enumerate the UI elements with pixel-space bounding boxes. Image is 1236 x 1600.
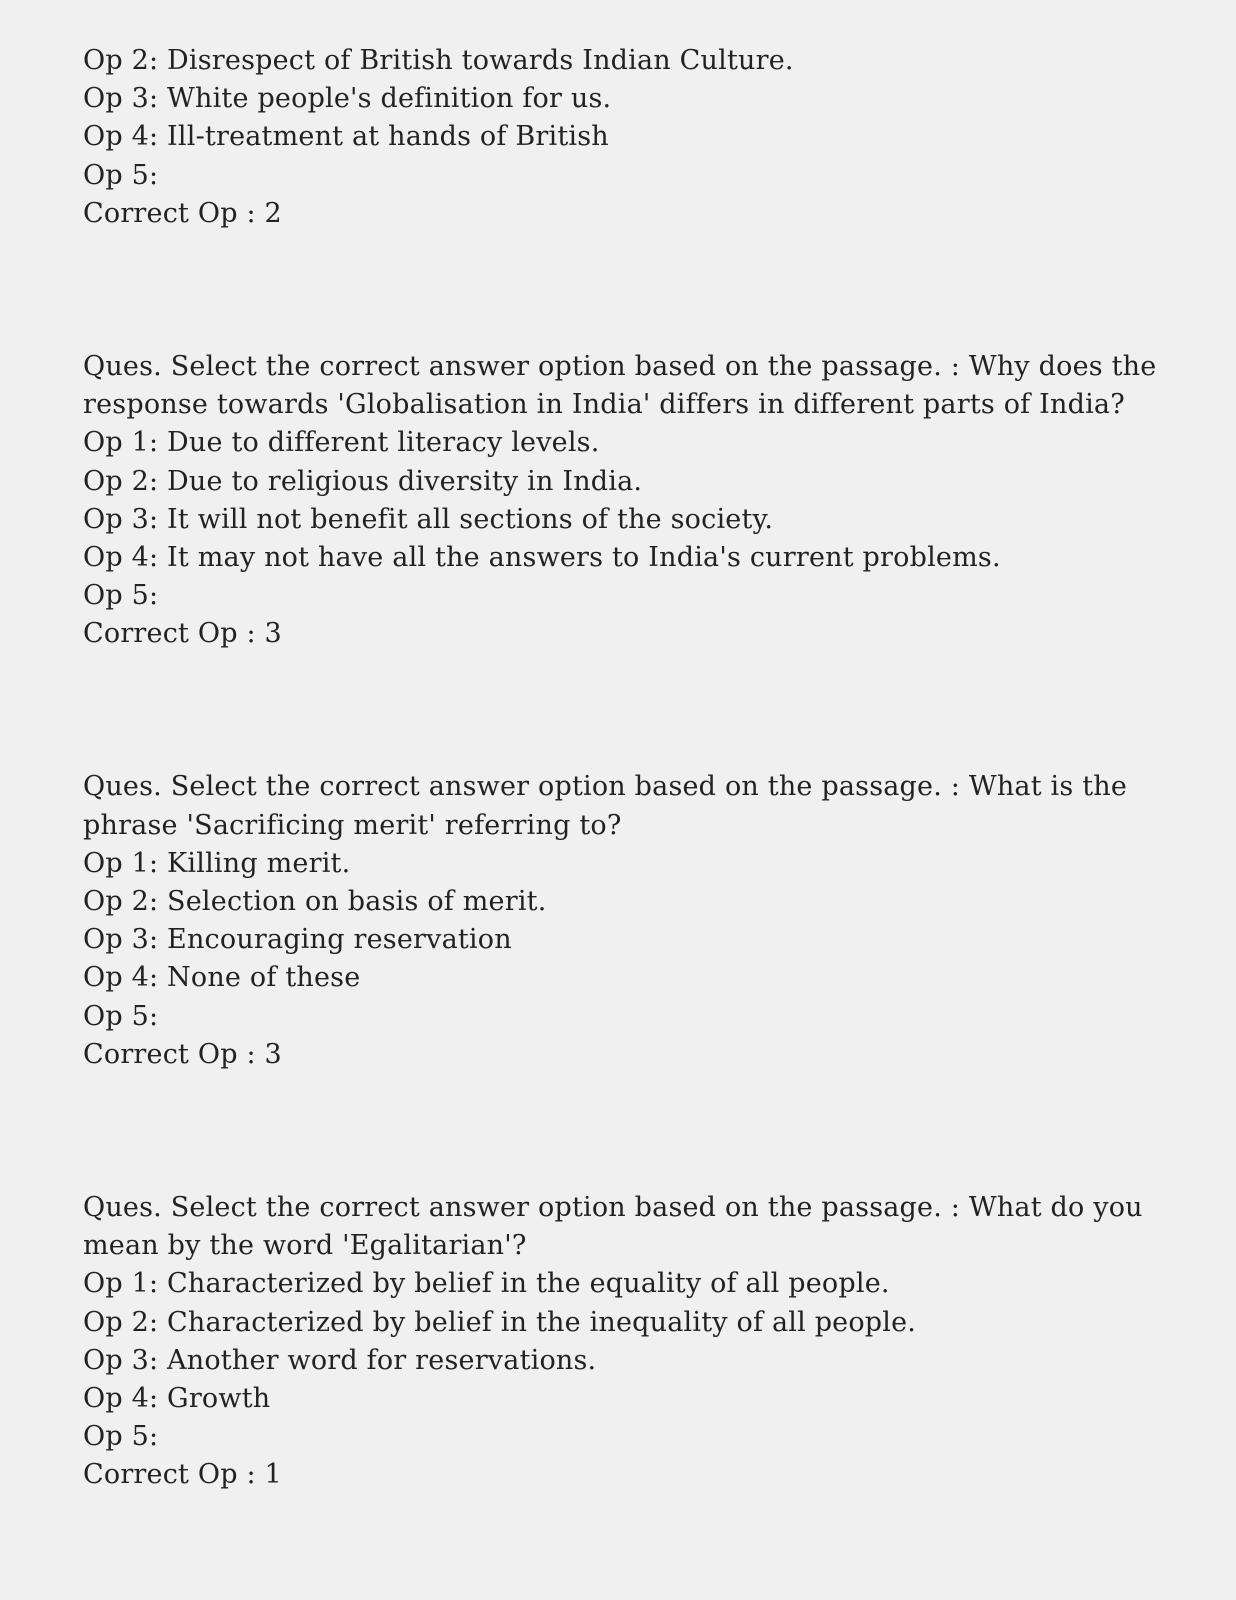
question-text-line-1: Ques. Select the correct answer option based on the passage. : What is the xyxy=(83,771,1128,803)
question-block-3 xyxy=(83,1189,1203,1495)
option-3: Op 3: It will not benefit all sections of the society. xyxy=(83,503,774,535)
question-block-partial xyxy=(83,42,1203,233)
document-page xyxy=(83,42,1203,1494)
option-1: Op 1: Killing merit. xyxy=(83,847,351,879)
question-text-line-1: Ques. Select the correct answer option based on the passage. : Why does the xyxy=(83,350,1157,382)
option-5: Op 5: xyxy=(83,159,159,191)
correct-option: Correct Op : 3 xyxy=(83,1038,282,1070)
question-text-line-2: phrase 'Sacrificing merit' referring to? xyxy=(83,809,622,841)
correct-option: Correct Op : 2 xyxy=(83,197,282,229)
option-3: Op 3: Encouraging reservation xyxy=(83,924,512,956)
option-2: Op 2: Due to religious diversity in India. xyxy=(83,465,643,497)
spacer xyxy=(83,1074,1203,1189)
question-text-line-2: response towards 'Globalisation in India' differs in different parts of India? xyxy=(83,389,1125,421)
option-1: Op 1: Characterized by belief in the equality of all people. xyxy=(83,1268,890,1300)
option-5: Op 5: xyxy=(83,580,159,612)
spacer xyxy=(83,233,1203,348)
question-text-line-2: mean by the word 'Egalitarian'? xyxy=(83,1230,527,1262)
spacer xyxy=(83,653,1203,768)
option-2: Op 2: Selection on basis of merit. xyxy=(83,886,547,917)
option-2: Op 2: Characterized by belief in the inequality of all people. xyxy=(83,1306,917,1338)
option-4: Op 4: It may not have all the answers to India's current problems. xyxy=(83,541,1001,573)
option-3: Op 3: White people's definition for us. xyxy=(83,83,612,115)
option-4: Op 4: Growth xyxy=(83,1382,271,1414)
option-4: Op 4: Ill-treatment at hands of British xyxy=(83,121,609,153)
option-2: Op 2: Disrespect of British towards Indian Culture. xyxy=(83,45,794,76)
option-4: Op 4: None of these xyxy=(83,962,361,994)
correct-option: Correct Op : 3 xyxy=(83,618,282,650)
option-1: Op 1: Due to different literacy levels. xyxy=(83,427,600,459)
question-text-line-1: Ques. Select the correct answer option based on the passage. : What do you xyxy=(83,1191,1143,1223)
question-block-1 xyxy=(83,348,1203,654)
option-5: Op 5: xyxy=(83,1421,159,1453)
option-5: Op 5: xyxy=(83,1000,159,1032)
question-block-2 xyxy=(83,768,1203,1074)
option-3: Op 3: Another word for reservations. xyxy=(83,1344,597,1376)
correct-option: Correct Op : 1 xyxy=(83,1459,282,1491)
